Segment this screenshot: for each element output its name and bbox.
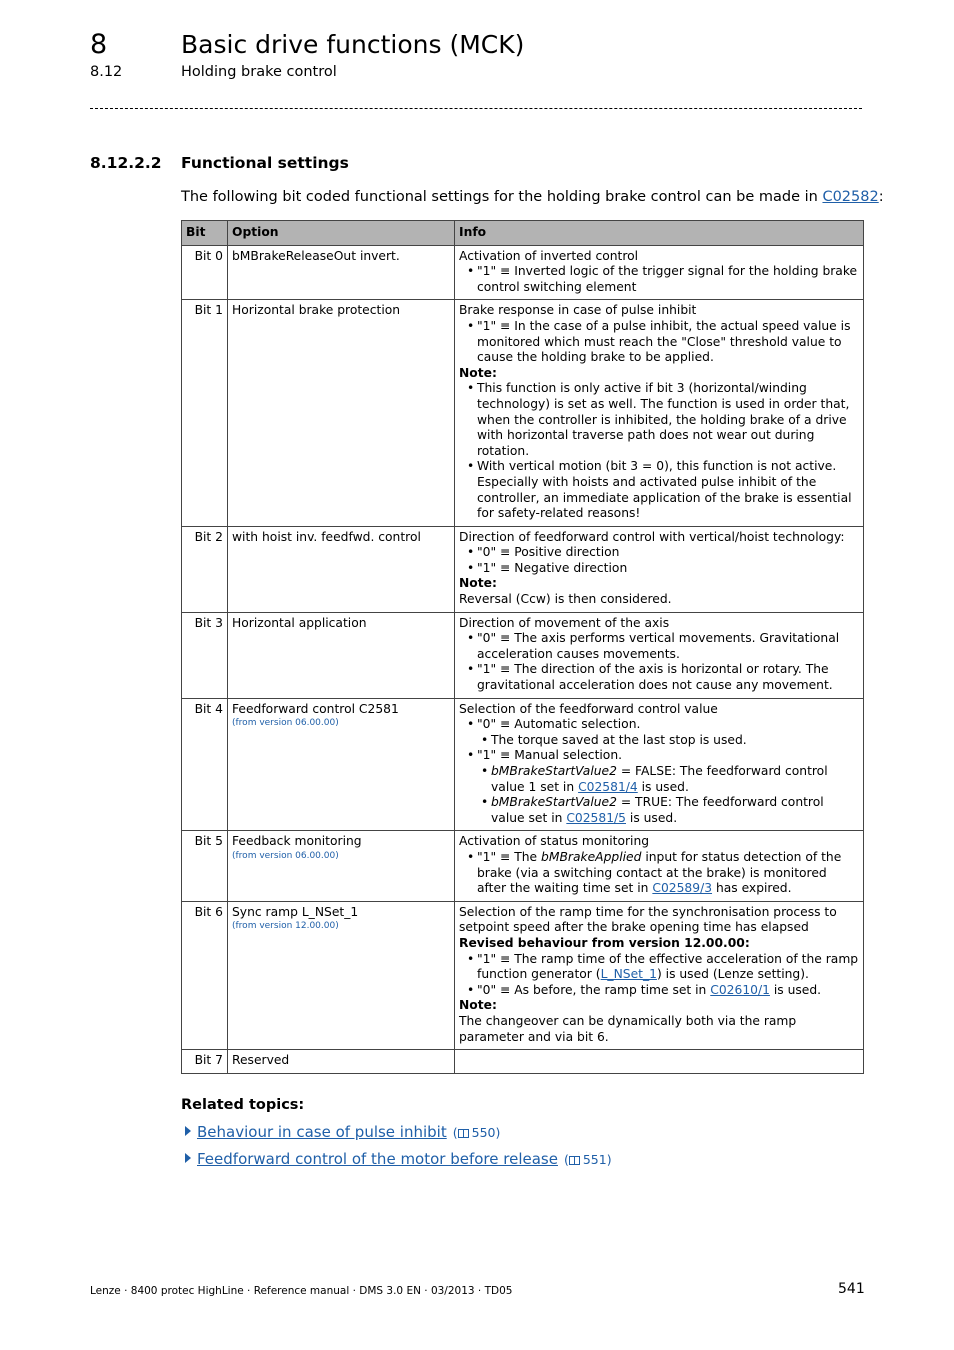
bit-cell: Bit 5: [182, 831, 228, 901]
bit-cell: Bit 4: [182, 698, 228, 831]
list-item: • "0" ≡ Positive direction: [477, 545, 859, 561]
bit-cell: Bit 3: [182, 612, 228, 698]
link-c02610-1[interactable]: C02610/1: [710, 982, 770, 997]
note-label: Note:: [459, 576, 497, 591]
note-label: Note:: [459, 998, 497, 1013]
section-number: 8.12.2.2: [90, 154, 162, 172]
option-cell: Horizontal application: [228, 612, 455, 698]
page-reference: ( 550): [452, 1125, 501, 1140]
bit-cell: Bit 2: [182, 526, 228, 612]
intro-paragraph: The following bit coded functional settings for the holding brake control can be made in C02582:: [181, 189, 884, 205]
info-cell: [455, 526, 864, 612]
related-topic-label[interactable]: Feedforward control of the motor before release: [197, 1150, 558, 1168]
list-item: • "1" ≡ Manual selection. • bMBrakeStartValue2 = FALSE: The feedforward control value 1 set in C02581/4 is used. • bMBrakeStartValue2 = TRUE: The feedforward control value set in C02581/5 is used.: [477, 748, 859, 826]
chapter-title: Basic drive functions (MCK): [181, 30, 525, 59]
column-header-option: Option: [228, 221, 455, 246]
list-item: • This function is only active if bit 3 (horizontal/winding technology) is set as well. The function is used in order that, when the controller is inhibited, the holding brake of a drive with horizontal traverse path does not wear out during rotation.: [477, 381, 859, 459]
link-c02581-5[interactable]: C02581/5: [566, 810, 626, 825]
list-item: • "0" ≡ The axis performs vertical movements. Gravitational acceleration causes movements.: [477, 631, 859, 662]
version-note: (from version 06.00.00): [232, 718, 339, 729]
table-row: [182, 612, 864, 698]
info-head: Brake response in case of pulse inhibit: [459, 303, 697, 318]
section-title: Functional settings: [181, 154, 349, 172]
info-head: Selection of the feedforward control value: [459, 701, 718, 716]
list-item: • "0" ≡ Automatic selection. • The torque saved at the last stop is used.: [477, 717, 859, 748]
bit-cell: Bit 0: [182, 245, 228, 300]
info-cell: [455, 698, 864, 831]
option-cell: Horizontal brake protection: [228, 300, 455, 526]
option-cell: [228, 831, 455, 901]
related-topic-label[interactable]: Behaviour in case of pulse inhibit: [197, 1123, 447, 1141]
list-item: • "1" ≡ In the case of a pulse inhibit, the actual speed value is monitored which must reach the "Close" threshold value to cause the holding brake to be applied.: [477, 319, 859, 366]
info-head: Activation of inverted control: [459, 248, 639, 263]
bit-cell: Bit 1: [182, 300, 228, 526]
info-cell: [455, 612, 864, 698]
table-row: [182, 300, 864, 526]
list-item: • The torque saved at the last stop is used.: [491, 733, 859, 749]
list-item: • bMBrakeStartValue2 = TRUE: The feedforward control value set in C02581/5 is used.: [491, 795, 859, 826]
info-cell: [455, 901, 864, 1049]
list-item: • "1" ≡ The ramp time of the effective acceleration of the ramp function generator (L_NSet_1) is used (Lenze setting).: [477, 952, 859, 983]
footer-text: Lenze · 8400 protec HighLine · Reference manual · DMS 3.0 EN · 03/2013 · TD05: [90, 1285, 513, 1297]
info-cell: [455, 831, 864, 901]
link-c02589-3[interactable]: C02589/3: [652, 881, 713, 896]
list-item: • "1" ≡ Inverted logic of the trigger signal for the holding brake control switching element: [477, 264, 859, 295]
subchapter-title: Holding brake control: [181, 64, 337, 80]
option-cell: with hoist inv. feedfwd. control: [228, 526, 455, 612]
option-label: Sync ramp L_NSet_1: [232, 904, 359, 919]
link-c02582[interactable]: C02582: [822, 189, 879, 205]
info-cell: [455, 1050, 864, 1074]
list-item: • bMBrakeStartValue2 = FALSE: The feedforward control value 1 set in C02581/4 is used.: [491, 764, 859, 795]
list-item: • With vertical motion (bit 3 = 0), this function is not active. Especially with hoists and activated pulse inhibit of the controller, an immediate application of the brake is essential for safety-related reasons!: [477, 459, 859, 521]
column-header-bit: Bit: [182, 221, 228, 246]
triangle-right-icon: [185, 1153, 191, 1163]
info-head: Direction of movement of the axis: [459, 615, 670, 630]
option-label: Feedback monitoring: [232, 834, 362, 849]
bit-cell: Bit 7: [182, 1050, 228, 1074]
related-topics-heading: Related topics:: [181, 1097, 305, 1113]
info-head: Selection of the ramp time for the synchronisation process to setpoint speed after the brake opening time has elapsed: [459, 904, 837, 935]
option-label: Feedforward control C2581: [232, 701, 399, 716]
table-row: [182, 901, 864, 1049]
table-row: [182, 245, 864, 300]
option-cell: Reserved: [228, 1050, 455, 1074]
info-head: Direction of feedforward control with vertical/hoist technology:: [459, 529, 845, 544]
version-note: (from version 12.00.00): [232, 921, 339, 932]
bit-cell: Bit 6: [182, 901, 228, 1049]
table-header-row: [182, 221, 864, 246]
triangle-right-icon: [185, 1126, 191, 1136]
book-icon: [458, 1129, 469, 1138]
book-icon: [569, 1156, 580, 1165]
list-item: • "0" ≡ As before, the ramp time set in C02610/1 is used.: [477, 983, 859, 999]
info-cell: [455, 300, 864, 526]
option-cell: bMBrakeReleaseOut invert.: [228, 245, 455, 300]
header-divider: [90, 108, 862, 109]
note-text: The changeover can be dynamically both via the ramp parameter and via bit 6.: [459, 1013, 797, 1044]
note-text: Reversal (Ccw) is then considered.: [459, 592, 672, 607]
page-reference: ( 551): [563, 1152, 612, 1167]
list-item: • "1" ≡ The bMBrakeApplied input for status detection of the brake (via a switching contact at the brake) is monitored after the waiting time set in C02589/3 has expired.: [477, 850, 859, 897]
note-label: Note:: [459, 365, 497, 380]
info-cell: [455, 245, 864, 300]
table-row: [182, 698, 864, 831]
list-item: • "1" ≡ The direction of the axis is horizontal or rotary. The gravitational acceleration does not cause any movement.: [477, 662, 859, 693]
chapter-number: 8: [90, 29, 108, 60]
subchapter-number: 8.12: [90, 64, 123, 80]
option-cell: [228, 901, 455, 1049]
version-note: (from version 06.00.00): [232, 850, 339, 861]
related-topic-link[interactable]: [185, 1149, 612, 1170]
table-row: [182, 1050, 864, 1074]
functional-settings-table: [181, 220, 864, 1074]
revised-label: Revised behaviour from version 12.00.00:: [459, 935, 750, 950]
table-row: [182, 526, 864, 612]
related-topic-link[interactable]: [185, 1122, 500, 1143]
link-c02581-4[interactable]: C02581/4: [578, 779, 638, 794]
page-number: 541: [838, 1281, 865, 1297]
table-row: [182, 831, 864, 901]
link-l-nset-1[interactable]: L_NSet_1: [600, 967, 657, 982]
info-head: Activation of status monitoring: [459, 834, 650, 849]
option-cell: [228, 698, 455, 831]
column-header-info: Info: [455, 221, 864, 246]
list-item: • "1" ≡ Negative direction: [477, 561, 859, 577]
